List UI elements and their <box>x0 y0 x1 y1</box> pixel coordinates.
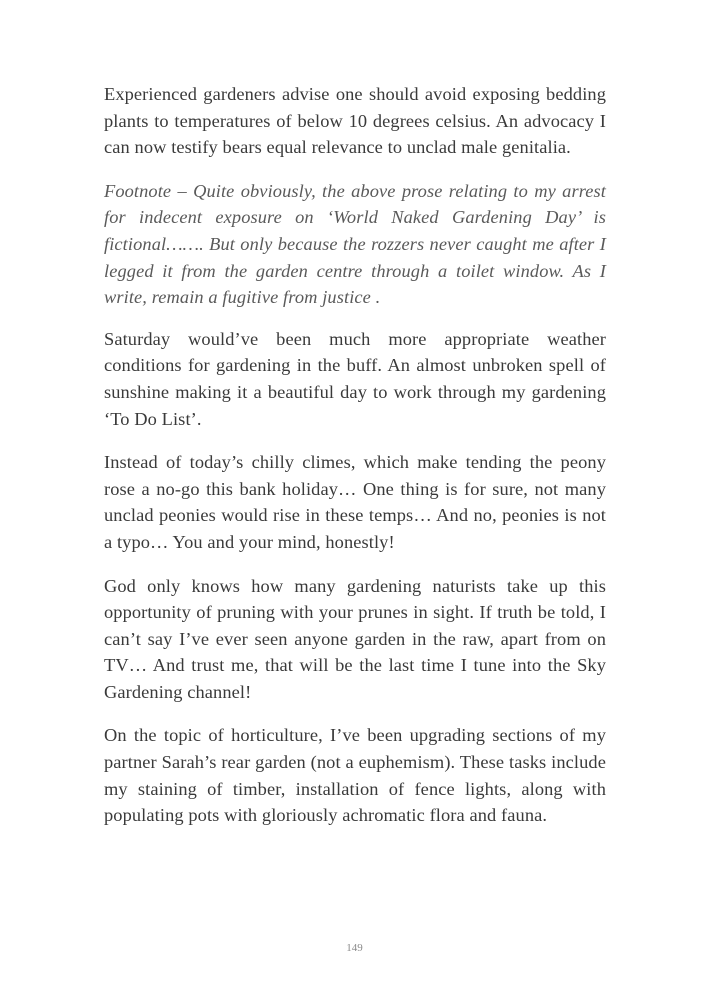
paragraph-gardening-naturists: God only knows how many gardening naturists take up this opportunity of pruning with your prunes in sight. If truth be told, I can’t say I’ve ever seen anyone garden in the raw, apart from on TV… And trust me, that will be the last time I tune into the Sky Gardening channel! <box>104 575 606 702</box>
paragraph-saturday-weather: Saturday would’ve been much more appropriate weather conditions for gardening in the buff. An almost unbroken spell of sunshine making it a beautiful day to work through my gardening ‘To Do List’. <box>104 328 606 429</box>
footnote-paragraph: Footnote – Quite obviously, the above prose relating to my arrest for indecent exposure on ‘World Naked Gardening Day’ is fictional……. But only because the rozzers never caught me after I legged it from the garden centre through a toilet window. As I write, remain a fugitive from justice . <box>104 180 606 308</box>
paragraph-chilly-climes: Instead of today’s chilly climes, which make tending the peony rose a no-go this bank holiday… One thing is for sure, not many unclad peonies would rise in these temps… And no, peonies is not a typo… You and your mind, honestly! <box>104 452 606 552</box>
page-number: 149 <box>346 942 363 954</box>
paragraph-gardeners-advice: Experienced gardeners advise one should avoid exposing bedding plants to temperatures of below 10 degrees celsius. An advocacy I can now testify bears equal relevance to unclad male genitalia. <box>104 84 606 158</box>
page-body <box>104 81 606 846</box>
paragraph-horticulture: On the topic of horticulture, I’ve been upgrading sections of my partner Sarah’s rear garden (not a euphemism). These tasks include my staining of timber, installation of fence lights, along with populating pots with gloriously achromatic flora and fauna. <box>104 725 606 826</box>
